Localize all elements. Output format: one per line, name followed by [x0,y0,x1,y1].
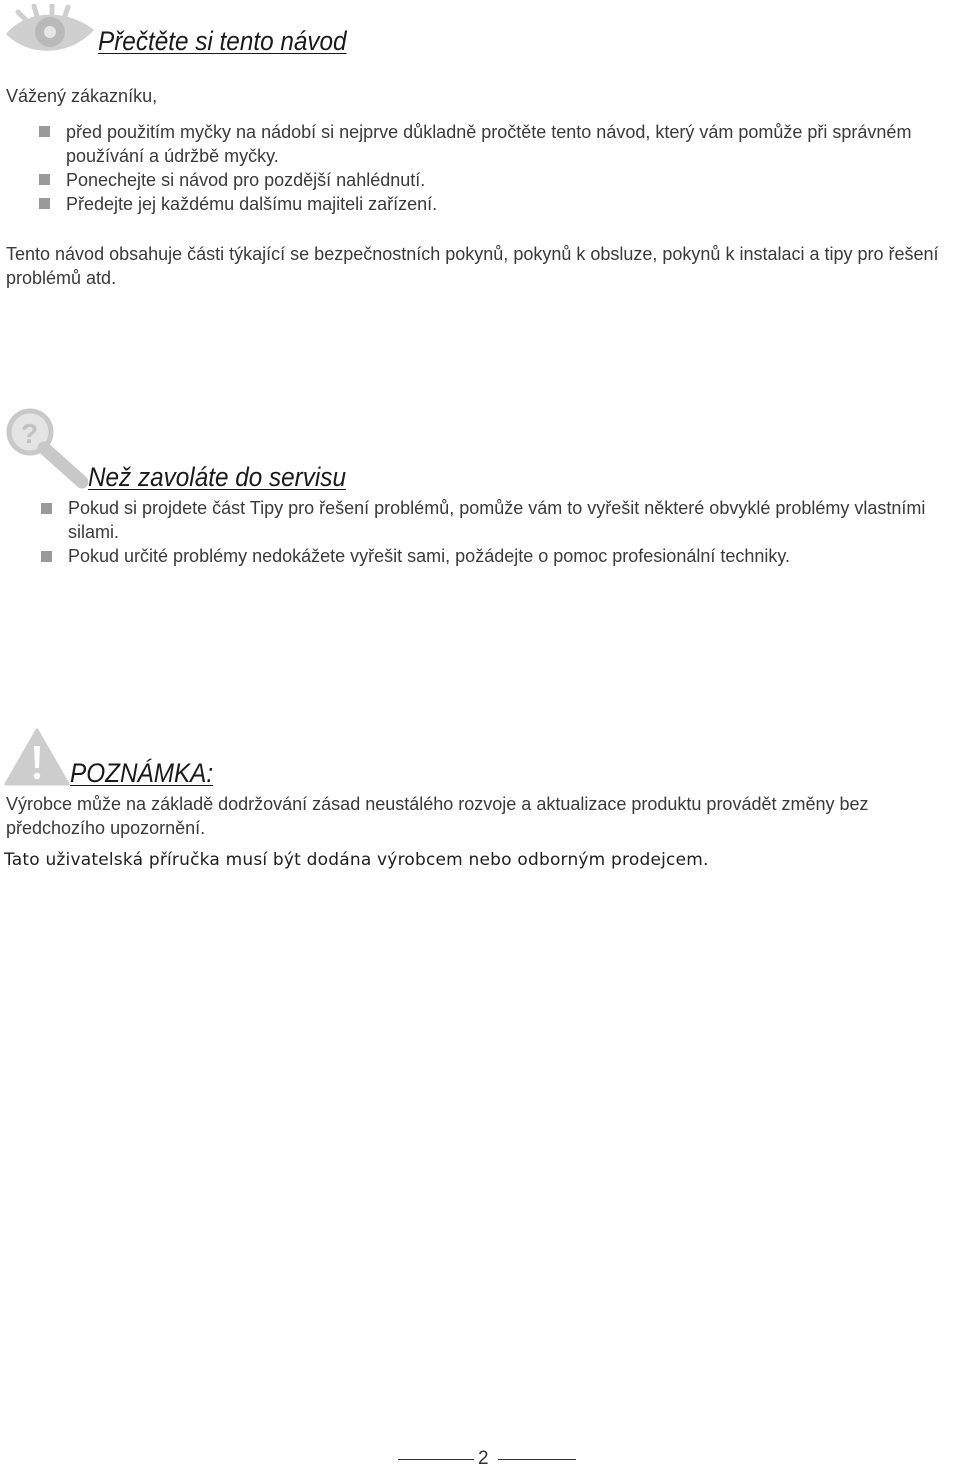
page-number: 2 [478,1448,489,1469]
list-item: Ponechejte si návod pro pozdější nahlédnutí. [66,168,946,192]
section-title-note: POZNÁMKA: [70,758,214,788]
intro-bullet-list [66,120,946,216]
bullet-square-icon [39,126,50,137]
list-item: Pokud si projdete část Tipy pro řešení problémů, pomůže vám to vyřešit některé obvyklé problémy vlastními silami. [68,496,948,544]
bullet-square-icon [41,551,52,562]
eye-icon [4,4,96,60]
distribution-note: Tato uživatelská příručka musí být dodána výrobcem nebo odborným prodejcem. [4,850,709,870]
list-item: před použitím myčky na nádobí si nejprve důkladně pročtěte tento návod, který vám pomůže při správném používání a údržbě myčky. [66,120,946,168]
list-item: Pokud určité problémy nedokážete vyřešit sami, požádejte o pomoc profesionální techniky. [68,544,948,568]
page-number-rule-left [398,1459,474,1460]
warning-triangle-icon [4,728,70,786]
note-paragraph: Výrobce může na základě dodržování zásad neustálého rozvoje a aktualizace produktu provádět změny bez předchozího upozornění. [6,794,869,838]
svg-text:?: ? [21,418,39,449]
page-title: Přečtěte si tento návod [98,26,347,56]
magnifier-question-icon [4,408,88,490]
bullet-square-icon [39,174,50,185]
page-number-rule-right [498,1459,576,1460]
service-bullet-list [68,496,948,568]
bullet-square-icon [41,503,52,514]
list-item: Předejte jej každému dalšímu majiteli zařízení. [66,192,946,216]
greeting: Vážený zákazníku, [6,86,158,106]
bullet-square-icon [39,198,50,209]
section-title-service: Než zavoláte do servisu [88,462,346,492]
intro-paragraph: Tento návod obsahuje části týkající se bezpečnostních pokynů, pokynů k obsluze, pokynů k instalaci a tipy pro řešení problémů atd. [6,244,939,288]
